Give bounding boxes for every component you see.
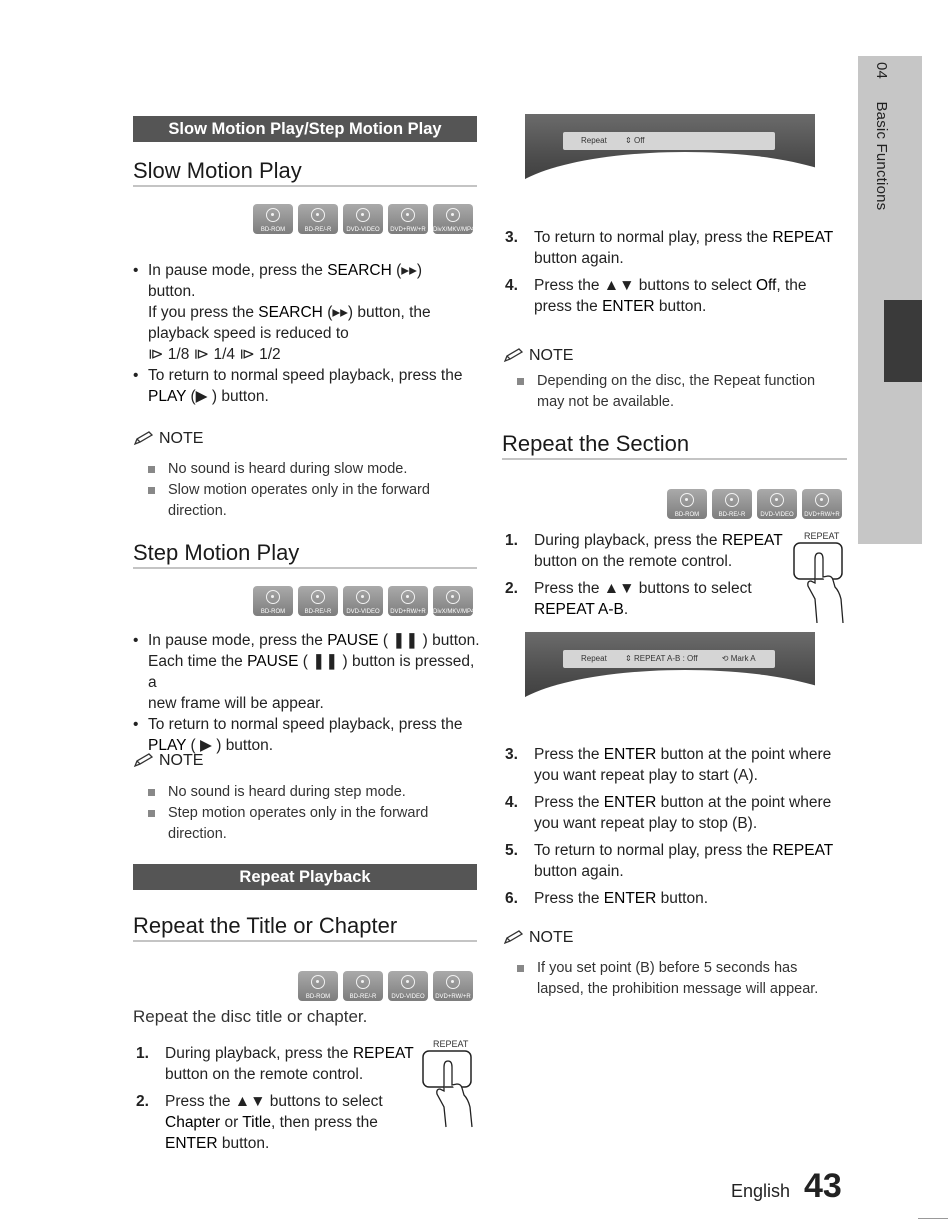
bd-rom-disc-icon: BD-ROM bbox=[667, 489, 707, 519]
step-item: 1. During playback, press the REPEAT button on the remote control. bbox=[505, 532, 783, 570]
footer-language: English bbox=[731, 1181, 791, 1201]
dvd-rw-disc-icon: DVD+RW/+R bbox=[388, 586, 428, 616]
heading-repeat-title: Repeat the Title or Chapter bbox=[133, 913, 398, 938]
remote-button-label: REPEAT bbox=[433, 1039, 469, 1049]
repeat-section-steps-cont bbox=[505, 744, 850, 909]
step-item: 3. To return to normal play, press the REPEAT button again. bbox=[505, 229, 834, 267]
dvd-rw-disc-icon: DVD+RW/+R bbox=[388, 204, 428, 234]
note-item: If you set point (B) before 5 seconds has lapsed, the prohibition message will appear. bbox=[517, 958, 847, 1000]
note-item: No sound is heard during slow mode. bbox=[148, 459, 468, 480]
step-item: 3. Press the ENTER button at the point where you want repeat play to start (A). bbox=[505, 746, 832, 784]
step-item: 4. Press the ENTER button at the point where you want repeat play to stop (B). bbox=[505, 794, 832, 832]
tv-screen-repeat-ab bbox=[525, 632, 815, 710]
heading-rule bbox=[502, 458, 847, 460]
repeat-title-steps bbox=[136, 1043, 426, 1154]
repeat-title-steps-cont bbox=[505, 227, 850, 317]
remote-button-label: REPEAT bbox=[804, 531, 840, 541]
pencil-note-icon bbox=[133, 752, 155, 768]
chapter-number: 04 bbox=[873, 62, 890, 80]
disc-icons-step bbox=[253, 586, 473, 616]
note-item: No sound is heard during step mode. bbox=[148, 782, 468, 803]
bd-rom-disc-icon: BD-ROM bbox=[253, 586, 293, 616]
repeat-title-intro: Repeat the disc title or chapter. bbox=[133, 1007, 368, 1026]
note-heading: NOTE bbox=[133, 430, 203, 448]
step-item: 2. Press the ▲▼ buttons to select Chapter or Title, then press the ENTER button. bbox=[136, 1093, 383, 1152]
step-item: 5. To return to normal play, press the REPEAT button again. bbox=[505, 842, 834, 880]
heading-rule bbox=[133, 185, 477, 187]
repeat-button-hand-icon bbox=[791, 541, 851, 625]
heading-step-motion: Step Motion Play bbox=[133, 540, 300, 565]
dvd-rw-disc-icon: DVD+RW/+R bbox=[433, 971, 473, 1001]
note-heading: NOTE bbox=[133, 752, 203, 770]
osd-bar: Repeat ⇕ REPEAT A-B : Off ⟲ Mark A bbox=[563, 650, 775, 668]
heading-repeat-section: Repeat the Section bbox=[502, 431, 690, 456]
osd-bar: Repeat ⇕ Off bbox=[563, 132, 775, 150]
note-item: Step motion operates only in the forward direction. bbox=[148, 803, 468, 845]
note-heading: NOTE bbox=[503, 929, 573, 947]
divx-disc-icon: DivX/MKV/MP4 bbox=[433, 586, 473, 616]
step-item: 2. Press the ▲▼ buttons to select REPEAT A-B. bbox=[505, 580, 752, 618]
disc-icons-repeat-title bbox=[298, 971, 473, 1001]
bd-re-disc-icon: BD-RE/-R bbox=[298, 204, 338, 234]
chapter-title: Basic Functions bbox=[873, 101, 890, 211]
page-number: 43 bbox=[804, 1167, 842, 1205]
bd-rom-disc-icon: BD-ROM bbox=[298, 971, 338, 1001]
note-item: Slow motion operates only in the forward direction. bbox=[148, 480, 468, 522]
dvd-video-disc-icon: DVD-VIDEO bbox=[343, 586, 383, 616]
divx-disc-icon: DivX/MKV/MP4 bbox=[433, 204, 473, 234]
bd-rom-disc-icon: BD-ROM bbox=[253, 204, 293, 234]
section-bar-slow-step: Slow Motion Play/Step Motion Play bbox=[133, 116, 477, 142]
bd-re-disc-icon: BD-RE/-R bbox=[712, 489, 752, 519]
step-item: 4. Press the ▲▼ buttons to select Off, the press the ENTER button. bbox=[505, 277, 807, 315]
note-heading: NOTE bbox=[503, 347, 573, 365]
footer-rule bbox=[918, 1218, 948, 1219]
slow-motion-instructions bbox=[133, 260, 478, 407]
bd-re-disc-icon: BD-RE/-R bbox=[343, 971, 383, 1001]
list-item: • In pause mode, press the SEARCH (▸▸) button. If you press the SEARCH (▸▸) button, the playback speed is reduced to ⧐ 1/8 ⧐ 1/4 ⧐ 1/2 bbox=[133, 260, 478, 365]
pencil-note-icon bbox=[503, 929, 525, 945]
note-list bbox=[148, 459, 468, 522]
repeat-button-hand-icon bbox=[420, 1049, 480, 1129]
list-item: • In pause mode, press the PAUSE ( ❚❚ ) button. Each time the PAUSE ( ❚❚ ) button is pressed, a new frame will be appear. bbox=[133, 630, 483, 714]
heading-slow-motion: Slow Motion Play bbox=[133, 158, 302, 183]
step-motion-instructions bbox=[133, 630, 483, 756]
note-item: Depending on the disc, the Repeat function may not be available. bbox=[517, 371, 847, 413]
disc-icons-slow bbox=[253, 204, 473, 234]
dvd-video-disc-icon: DVD-VIDEO bbox=[757, 489, 797, 519]
chapter-tab-label bbox=[862, 62, 890, 392]
step-item: 6. Press the ENTER button. bbox=[505, 890, 709, 907]
step-item: 1. During playback, press the REPEAT button on the remote control. bbox=[136, 1045, 414, 1083]
pencil-note-icon bbox=[133, 430, 155, 446]
disc-icons-repeat-section bbox=[667, 489, 842, 519]
list-item: • To return to normal speed playback, press the PLAY ( ▶ ) button. bbox=[133, 714, 483, 756]
heading-rule bbox=[133, 940, 477, 942]
section-bar-repeat: Repeat Playback bbox=[133, 864, 477, 890]
note-list bbox=[148, 782, 468, 845]
pencil-note-icon bbox=[503, 347, 525, 363]
tv-screen-repeat-off bbox=[525, 114, 815, 192]
dvd-video-disc-icon: DVD-VIDEO bbox=[343, 204, 383, 234]
note-list bbox=[517, 371, 847, 413]
repeat-section-steps bbox=[505, 530, 795, 620]
dvd-video-disc-icon: DVD-VIDEO bbox=[388, 971, 428, 1001]
note-list bbox=[517, 958, 847, 1000]
heading-rule bbox=[133, 567, 477, 569]
dvd-rw-disc-icon: DVD+RW/+R bbox=[802, 489, 842, 519]
list-item: • To return to normal speed playback, press the PLAY (▶ ) button. bbox=[133, 365, 478, 407]
bd-re-disc-icon: BD-RE/-R bbox=[298, 586, 338, 616]
